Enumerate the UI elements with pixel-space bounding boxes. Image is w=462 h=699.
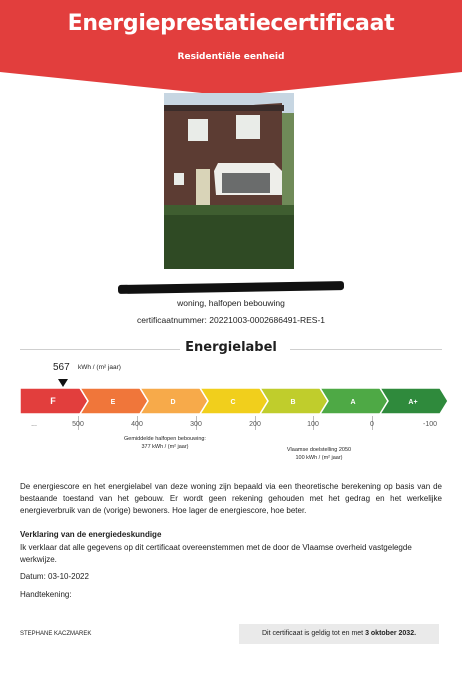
energy-class-label: E <box>110 399 116 406</box>
average-line1: Gemiddelde halfopen bebouwing: <box>124 436 206 442</box>
energy-class-label: A <box>350 399 356 406</box>
expert-name: STEPHANE KACZMAREK <box>20 631 92 637</box>
tick-label: 300 <box>190 421 202 428</box>
validity-box <box>239 624 439 644</box>
tick-label: 500 <box>72 421 84 428</box>
signature-label: Handtekening: <box>20 590 72 599</box>
score-pointer-icon <box>58 379 68 387</box>
goal-line1: Vlaamse doelstelling 2050 <box>286 447 352 453</box>
description-paragraph: De energiescore en het energielabel van deze woning zijn bepaald via een theoretische berekening op basis van de bestaande toestand van het gebouw. Er wordt geen rekening gehouden met het gedrag en het werkelijke energieverbruik van de (vorige) bewoners. Hoe lager de energiescore, hoe beter. <box>20 482 442 515</box>
page-subtitle: Residentiële eenheid <box>177 52 285 62</box>
house-photo <box>164 93 294 269</box>
house-type: woning, halfopen bebouwing <box>177 298 285 308</box>
average-line2: 377 kWh / (m² jaar) <box>141 444 189 450</box>
declaration-text: Ik verklaar dat alle gegevens op dit certificaat overeenstemmen met de door de Vlaamse overheid vastgelegde werkwijze. <box>20 543 412 564</box>
tick-label: ... <box>31 421 37 428</box>
energy-score-unit: kWh / (m² jaar) <box>78 364 121 371</box>
validity-prefix: Dit certificaat is geldig tot en met <box>261 630 364 637</box>
declaration-heading: Verklaring van de energiedeskundige <box>20 530 162 539</box>
page-title: Energieprestatiecertificaat <box>67 11 395 36</box>
energy-label-title: Energielabel <box>185 340 277 355</box>
certificate-date: Datum: 03-10-2022 <box>20 572 89 581</box>
energy-scale <box>20 388 440 416</box>
tick-label: 100 <box>307 421 319 428</box>
tick-label: 0 <box>370 421 374 428</box>
tick-label: -100 <box>422 421 437 428</box>
validity-date: 3 oktober 2032. <box>365 630 417 637</box>
redacted-address <box>118 281 344 294</box>
energy-class-label: D <box>170 399 176 406</box>
energy-class-label: C <box>230 399 236 406</box>
energy-class-label: A+ <box>408 399 418 406</box>
energy-score: 567 <box>53 362 70 373</box>
tick-label: 400 <box>131 421 143 428</box>
certificate-number: certificaatnummer: 20221003-0002686491-RES-1 <box>136 315 326 325</box>
goal-line2: 100 kWh / (m² jaar) <box>295 455 343 461</box>
average-reference <box>117 435 213 451</box>
tick-label: 200 <box>249 421 261 428</box>
address-line <box>0 283 462 294</box>
energy-class-label: F <box>50 396 56 406</box>
goal-2050 <box>282 446 356 462</box>
energy-class-label: B <box>290 399 296 406</box>
